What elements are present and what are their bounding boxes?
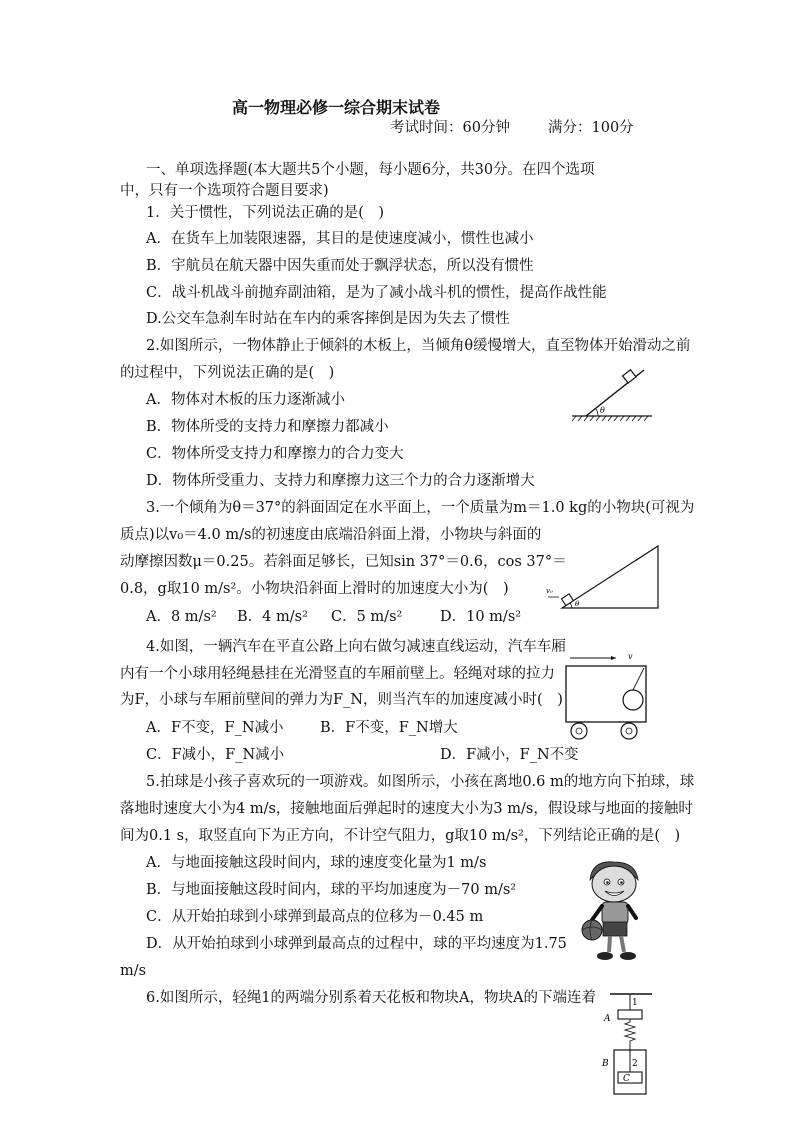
q4-option-c: C．F减小，F_N减小 — [146, 747, 285, 763]
q1-stem: 1．关于惯性，下列说法正确的是( ) — [146, 205, 385, 221]
q6-label-2: 2 — [632, 1059, 638, 1069]
q2-option-a: A．物体对木板的压力逐渐减小 — [146, 392, 345, 408]
q3-option-a: A．8 m/s² — [146, 609, 217, 625]
q3-v0-label: v₀ — [546, 587, 553, 595]
q3-theta-label: θ — [575, 600, 580, 608]
q2-stem-line2: 的过程中，下列说法正确的是( ) — [120, 365, 335, 381]
section-heading-line2: 中，只有一个选项符合题目要求) — [120, 183, 329, 199]
q5-option-a: A．与地面接触这段时间内，球的速度变化量为1 m/s — [146, 855, 487, 871]
q5-option-c: C．从开始拍球到小球弹到最高点的位移为－0.45 m — [146, 909, 484, 925]
q3-option-d: D．10 m/s² — [440, 609, 522, 625]
q4-v-label: v — [628, 652, 633, 661]
q6-label-b: B — [602, 1059, 609, 1069]
q6-label-c: C — [623, 1074, 630, 1084]
page-title: 高一物理必修一综合期末试卷 — [232, 98, 441, 117]
q5-stem-line1: 5.拍球是小孩子喜欢玩的一项游戏。如图所示，小孩在离地0.6 m的地方向下拍球，球 — [146, 774, 695, 790]
exam-time: 考试时间：60分钟 — [390, 120, 510, 136]
q6-spring-blocks-figure — [596, 990, 676, 1100]
q3-stem-line2: 质点)以v₀＝4.0 m/s的初速度由底端沿斜面上滑，小物块与斜面的 — [120, 527, 542, 543]
q6-label-a: A — [604, 1014, 611, 1024]
q4-option-d: D．F减小，F_N不变 — [440, 747, 579, 763]
q3-option-b: B．4 m/s² — [237, 609, 308, 625]
q5-option-d-line2: m/s — [120, 963, 147, 979]
q5-child-bouncing-ball-illustration — [580, 858, 650, 968]
q3-stem-line1: 3.一个倾角为θ＝37°的斜面固定在水平面上，一个质量为m＝1.0 kg的小物块(可视为 — [146, 500, 695, 516]
q4-stem-line1: 4.如图，一辆汽车在平直公路上向右做匀减速直线运动，汽车车厢 — [146, 639, 566, 655]
q4-option-b: B．F不变，F_N增大 — [320, 720, 458, 736]
q2-option-b: B．物体所受的支持力和摩擦力都减小 — [146, 419, 389, 435]
q2-option-d: D．物体所受重力、支持力和摩擦力这三个力的合力逐渐增大 — [146, 473, 535, 489]
q4-truck-figure — [562, 650, 652, 742]
q1-option-d: D.公交车急刹车时站在车内的乘客摔倒是因为失去了惯性 — [146, 311, 510, 327]
q3-stem-line4: 0.8，g取10 m/s²。小物块沿斜面上滑时的加速度大小为( ) — [120, 581, 509, 597]
q1-option-a: A．在货车上加装限速器，其目的是使速度减小，惯性也减小 — [146, 231, 534, 247]
q3-option-c: C．5 m/s² — [331, 609, 403, 625]
q6-stem-line1: 6.如图所示，轻绳1的两端分别系着天花板和物块A，物块A的下端连着 — [146, 990, 597, 1006]
q1-option-c: C．战斗机战斗前抛弃副油箱，是为了减小战斗机的惯性，提高作战性能 — [146, 285, 607, 301]
q2-stem-line1: 2.如图所示，一物体静止于倾斜的木板上，当倾角θ缓慢增大，直至物体开始滑动之前 — [146, 338, 691, 354]
q4-stem-line3: 为F，小球与车厢前壁间的弹力为F_N，则当汽车的加速度减小时( ) — [120, 692, 563, 708]
q5-stem-line2: 落地时速度大小为4 m/s，接触地面后弹起时的速度大小为3 m/s，假设球与地面的接触时 — [120, 801, 693, 817]
q5-stem-line3: 间为0.1 s，取竖直向下为正方向，不计空气阻力，g取10 m/s²，下列结论正确的是( ) — [120, 828, 681, 844]
q5-option-b: B．与地面接触这段时间内，球的平均加速度为－70 m/s² — [146, 882, 517, 898]
q2-incline-figure — [568, 364, 658, 424]
q4-option-a: A．F不变，F_N减小 — [146, 720, 284, 736]
q1-option-b: B．宇航员在航天器中因失重而处于飘浮状态，所以没有惯性 — [146, 258, 534, 274]
q5-option-d-line1: D．从开始拍球到小球弹到最高点的过程中，球的平均速度为1.75 — [146, 936, 567, 952]
q3-stem-line3: 动摩擦因数μ＝0.25。若斜面足够长，已知sin 37°＝0.6，cos 37°＝ — [120, 554, 567, 570]
full-score: 满分：100分 — [548, 120, 634, 136]
q2-option-c: C．物体所受支持力和摩擦力的合力变大 — [146, 446, 404, 462]
q4-stem-line2: 内有一个小球用轻绳悬挂在光滑竖直的车厢前壁上。轻绳对球的拉力 — [120, 666, 555, 682]
q6-label-1: 1 — [632, 998, 638, 1008]
section-heading-line1: 一、单项选择题(本大题共5个小题，每小题6分，共30分。在四个选项 — [146, 162, 595, 178]
q2-theta-label: θ — [600, 406, 605, 415]
q3-incline-figure — [540, 540, 665, 610]
